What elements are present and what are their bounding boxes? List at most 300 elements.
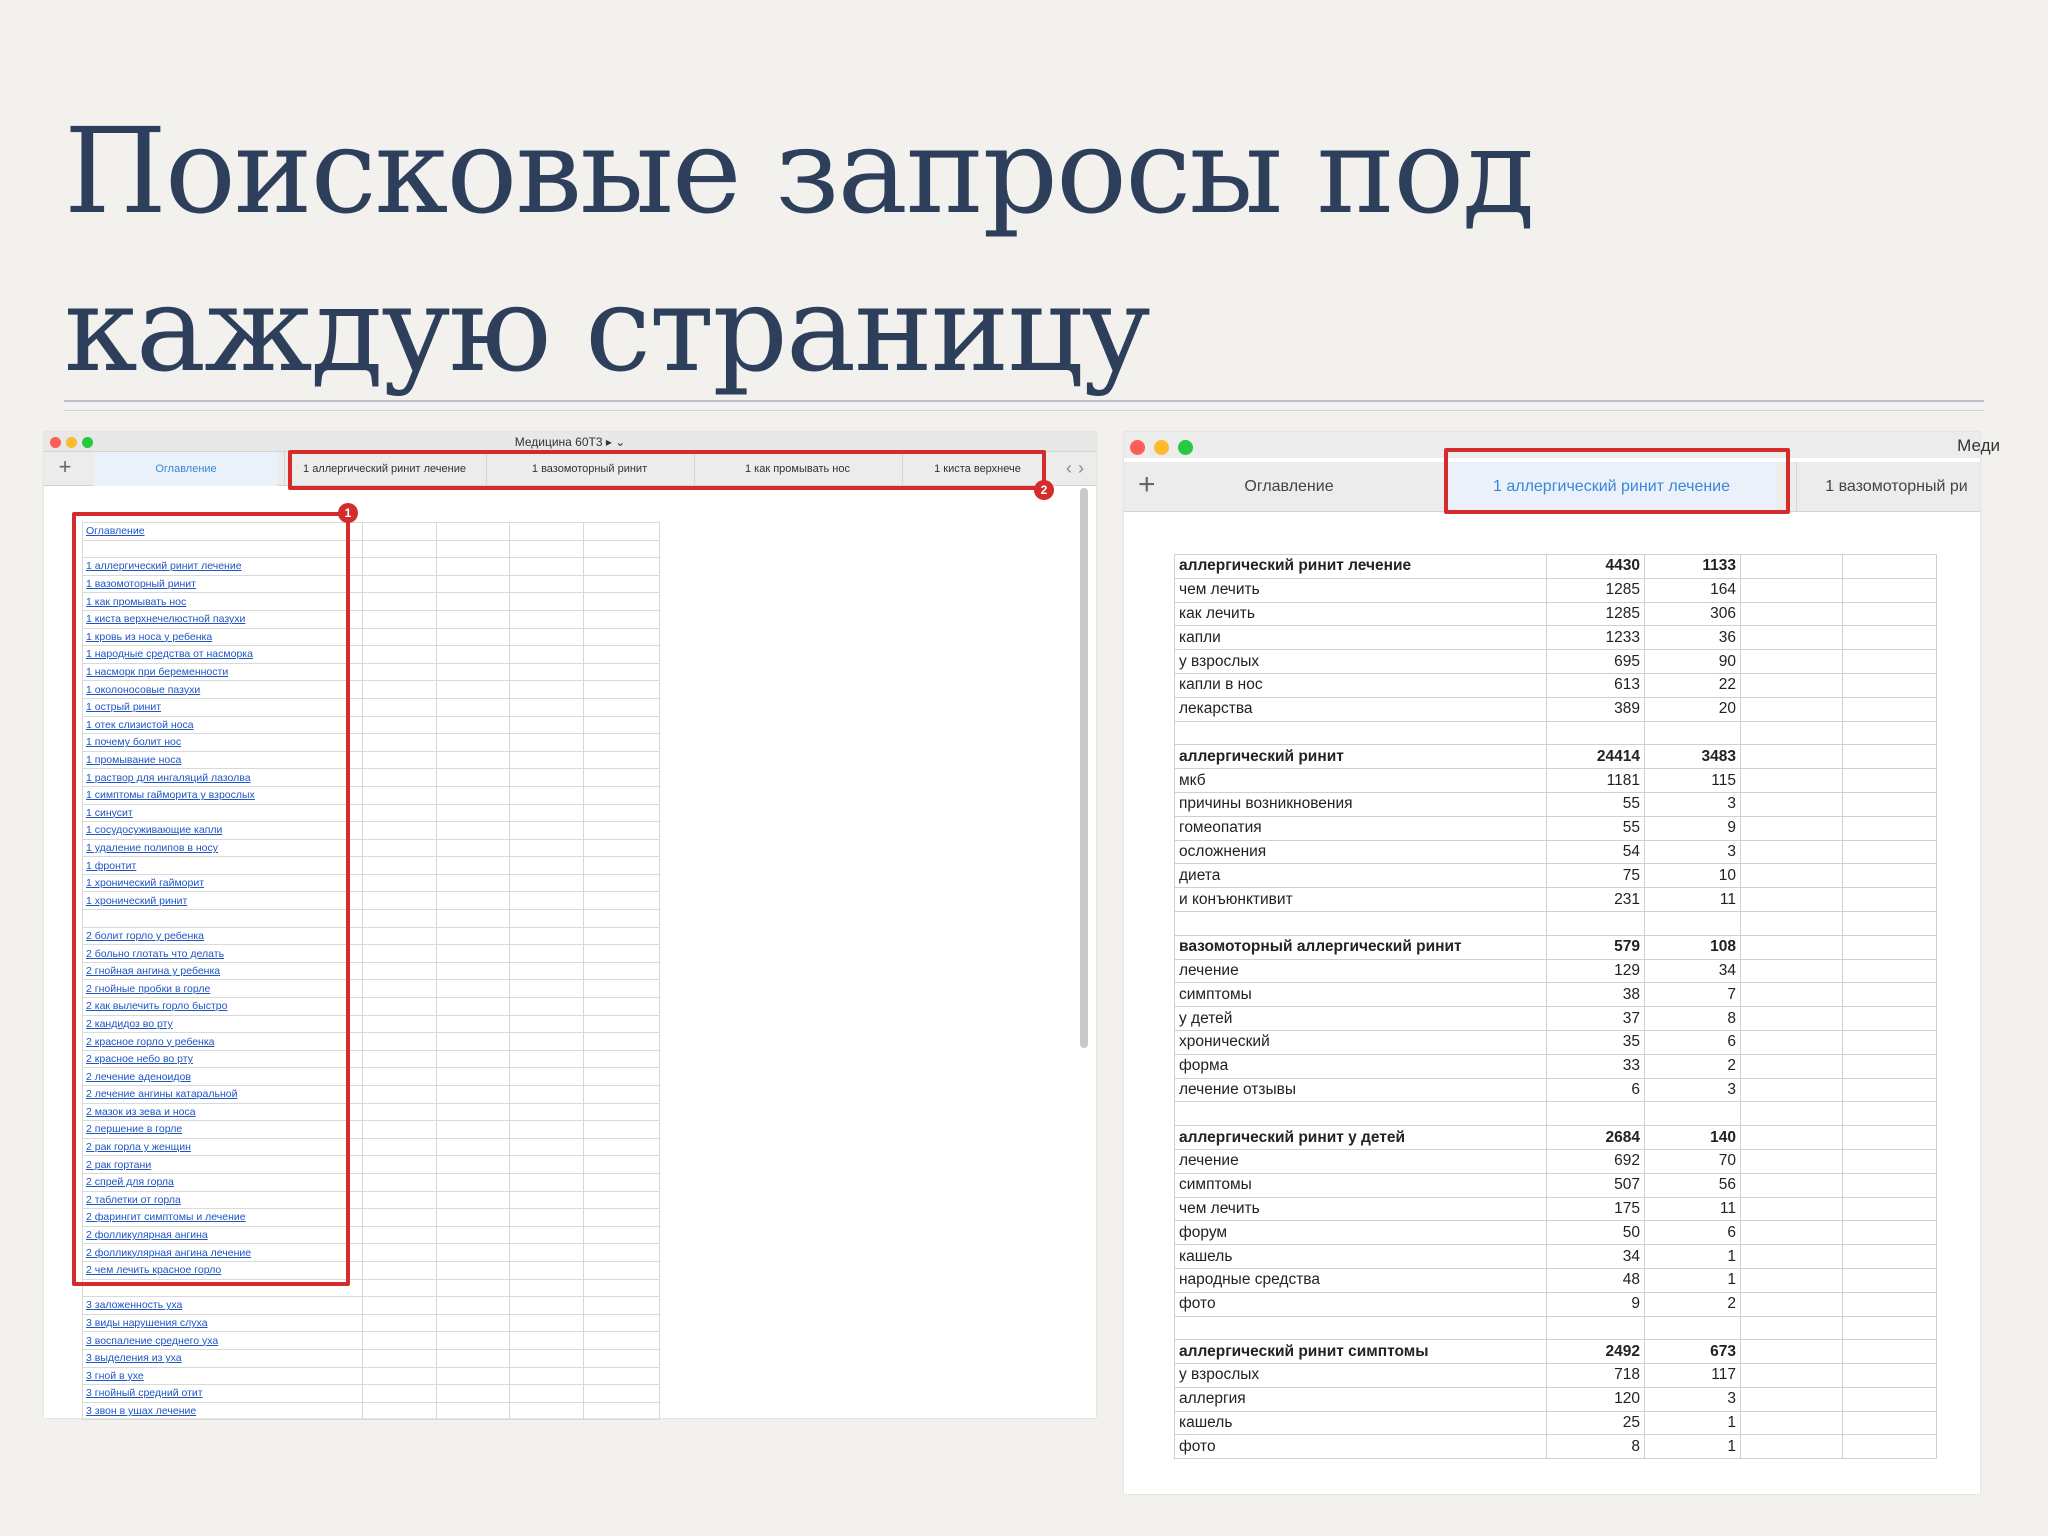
empty-cell[interactable]: [510, 998, 584, 1016]
empty-cell[interactable]: [362, 646, 436, 664]
frequency-cell[interactable]: 8: [1547, 1435, 1645, 1459]
sheet-link[interactable]: 1 аллергический ринит лечение: [83, 558, 363, 576]
empty-cell[interactable]: [510, 751, 584, 769]
exact-frequency-cell[interactable]: 1: [1645, 1245, 1741, 1269]
empty-cell[interactable]: [362, 962, 436, 980]
empty-cell[interactable]: [362, 1385, 436, 1403]
frequency-cell[interactable]: 175: [1547, 1197, 1645, 1221]
sheet-link[interactable]: 2 мазок из зева и носа: [83, 1103, 363, 1121]
empty-cell[interactable]: [436, 540, 510, 558]
sheet-link[interactable]: 1 насморк при беременности: [83, 663, 363, 681]
empty-cell[interactable]: [510, 927, 584, 945]
empty-cell[interactable]: [510, 1314, 584, 1332]
empty-cell[interactable]: [436, 575, 510, 593]
empty-cell[interactable]: [584, 1297, 660, 1315]
empty-cell[interactable]: [436, 1103, 510, 1121]
query-cell[interactable]: гомеопатия: [1175, 816, 1547, 840]
sheet-link[interactable]: 2 фолликулярная ангина лечение: [83, 1244, 363, 1262]
query-cell[interactable]: аллергический ринит лечение: [1175, 555, 1547, 579]
frequency-cell[interactable]: 2684: [1547, 1126, 1645, 1150]
query-cell[interactable]: форма: [1175, 1054, 1547, 1078]
empty-cell[interactable]: [1843, 1435, 1937, 1459]
empty-cell[interactable]: [584, 1050, 660, 1068]
frequency-cell[interactable]: 50: [1547, 1221, 1645, 1245]
empty-cell[interactable]: [1741, 1030, 1843, 1054]
exact-frequency-cell[interactable]: 9: [1645, 816, 1741, 840]
empty-cell[interactable]: [584, 1226, 660, 1244]
empty-cell[interactable]: [510, 874, 584, 892]
empty-cell[interactable]: [584, 1279, 660, 1297]
empty-cell[interactable]: [1741, 578, 1843, 602]
empty-cell[interactable]: [510, 786, 584, 804]
empty-cell[interactable]: [1741, 935, 1843, 959]
query-cell[interactable]: лекарства: [1175, 697, 1547, 721]
exact-frequency-cell[interactable]: 8: [1645, 1007, 1741, 1031]
empty-cell[interactable]: [362, 1402, 436, 1420]
query-cell[interactable]: вазомоторный аллергический ринит: [1175, 935, 1547, 959]
zoom-window-button[interactable]: [1178, 440, 1193, 455]
empty-cell[interactable]: [436, 593, 510, 611]
empty-cell[interactable]: [436, 822, 510, 840]
query-cell[interactable]: народные средства: [1175, 1268, 1547, 1292]
empty-cell[interactable]: [1843, 1078, 1937, 1102]
empty-cell[interactable]: [362, 698, 436, 716]
empty-cell[interactable]: [1843, 983, 1937, 1007]
query-cell[interactable]: чем лечить: [1175, 578, 1547, 602]
empty-cell[interactable]: [510, 1402, 584, 1420]
exact-frequency-cell[interactable]: [1645, 721, 1741, 745]
sheet-link[interactable]: 3 заложенность уха: [83, 1297, 363, 1315]
empty-cell[interactable]: [584, 892, 660, 910]
empty-cell[interactable]: [1843, 673, 1937, 697]
empty-cell[interactable]: [1741, 1126, 1843, 1150]
empty-cell[interactable]: [1741, 745, 1843, 769]
empty-cell[interactable]: [1741, 911, 1843, 935]
query-cell[interactable]: лечение: [1175, 1149, 1547, 1173]
frequency-cell[interactable]: 695: [1547, 650, 1645, 674]
empty-cell[interactable]: [1741, 840, 1843, 864]
empty-cell[interactable]: [510, 1173, 584, 1191]
empty-cell[interactable]: [510, 663, 584, 681]
empty-cell[interactable]: [436, 786, 510, 804]
empty-cell[interactable]: [436, 1015, 510, 1033]
empty-cell[interactable]: [1741, 792, 1843, 816]
empty-cell[interactable]: [1741, 602, 1843, 626]
empty-cell[interactable]: [1741, 697, 1843, 721]
empty-cell[interactable]: [510, 1367, 584, 1385]
empty-cell[interactable]: [1741, 888, 1843, 912]
query-cell[interactable]: симптомы: [1175, 983, 1547, 1007]
empty-cell[interactable]: [436, 1402, 510, 1420]
empty-cell[interactable]: [362, 558, 436, 576]
query-cell[interactable]: [1175, 1316, 1547, 1340]
query-cell[interactable]: у взрослых: [1175, 650, 1547, 674]
empty-cell[interactable]: [1843, 1292, 1937, 1316]
empty-cell[interactable]: [436, 769, 510, 787]
tab-vasomotor-rhinitis[interactable]: 1 вазомоторный ринит: [486, 452, 692, 486]
tab-nose-rinse[interactable]: 1 как промывать нос: [694, 452, 900, 486]
empty-cell[interactable]: [1741, 555, 1843, 579]
exact-frequency-cell[interactable]: 20: [1645, 697, 1741, 721]
frequency-cell[interactable]: 1181: [1547, 769, 1645, 793]
tab-maxillary-cyst[interactable]: 1 киста верхнече: [902, 452, 1052, 486]
empty-cell[interactable]: [510, 1103, 584, 1121]
exact-frequency-cell[interactable]: 306: [1645, 602, 1741, 626]
frequency-cell[interactable]: 25: [1547, 1411, 1645, 1435]
empty-cell[interactable]: [436, 1033, 510, 1051]
tab-contents[interactable]: Оглавление: [1244, 478, 1334, 495]
empty-cell[interactable]: [584, 1349, 660, 1367]
empty-cell[interactable]: [362, 628, 436, 646]
frequency-cell[interactable]: 231: [1547, 888, 1645, 912]
empty-cell[interactable]: [436, 962, 510, 980]
empty-cell[interactable]: [584, 698, 660, 716]
sheet-link[interactable]: 1 острый ринит: [83, 698, 363, 716]
sheet-link[interactable]: 1 кровь из носа у ребенка: [83, 628, 363, 646]
empty-cell[interactable]: [584, 1367, 660, 1385]
exact-frequency-cell[interactable]: 1133: [1645, 555, 1741, 579]
query-cell[interactable]: [1175, 911, 1547, 935]
empty-cell[interactable]: [584, 610, 660, 628]
sheet-link[interactable]: 2 болит горло у ребенка: [83, 927, 363, 945]
sheet-link[interactable]: 1 фронтит: [83, 857, 363, 875]
exact-frequency-cell[interactable]: 108: [1645, 935, 1741, 959]
empty-cell[interactable]: [1741, 673, 1843, 697]
empty-cell[interactable]: [1741, 1435, 1843, 1459]
sheet-link[interactable]: 2 красное горло у ребенка: [83, 1033, 363, 1051]
exact-frequency-cell[interactable]: 3: [1645, 792, 1741, 816]
exact-frequency-cell[interactable]: 164: [1645, 578, 1741, 602]
empty-cell[interactable]: [1843, 840, 1937, 864]
empty-cell[interactable]: [510, 1385, 584, 1403]
empty-cell[interactable]: [1843, 1197, 1937, 1221]
empty-cell[interactable]: [362, 1156, 436, 1174]
empty-cell[interactable]: [1741, 1364, 1843, 1388]
empty-cell[interactable]: [510, 698, 584, 716]
empty-cell[interactable]: [362, 575, 436, 593]
empty-cell[interactable]: [584, 1121, 660, 1139]
frequency-cell[interactable]: [1547, 1316, 1645, 1340]
sheet-link[interactable]: 2 чем лечить красное горло: [83, 1261, 363, 1279]
sheet-link[interactable]: 2 першение в горле: [83, 1121, 363, 1139]
exact-frequency-cell[interactable]: 11: [1645, 1197, 1741, 1221]
frequency-cell[interactable]: 38: [1547, 983, 1645, 1007]
sheet-link[interactable]: 2 красное небо во рту: [83, 1050, 363, 1068]
empty-cell[interactable]: [362, 1068, 436, 1086]
query-cell[interactable]: диета: [1175, 864, 1547, 888]
empty-cell[interactable]: [510, 1244, 584, 1262]
empty-cell[interactable]: [362, 1121, 436, 1139]
empty-cell[interactable]: [362, 1349, 436, 1367]
empty-cell[interactable]: [436, 804, 510, 822]
sheet-link[interactable]: 2 как вылечить горло быстро: [83, 998, 363, 1016]
sheet-link[interactable]: 3 звон в ушах лечение: [83, 1402, 363, 1420]
empty-cell[interactable]: [584, 1209, 660, 1227]
query-cell[interactable]: [1175, 1102, 1547, 1126]
tab-scroll-arrows-icon[interactable]: ‹›: [1066, 458, 1090, 478]
query-cell[interactable]: причины возникновения: [1175, 792, 1547, 816]
minimize-window-button[interactable]: [1154, 440, 1169, 455]
empty-cell[interactable]: [510, 1191, 584, 1209]
empty-cell[interactable]: [1843, 602, 1937, 626]
sheet-link[interactable]: 2 таблетки от горла: [83, 1191, 363, 1209]
sheet-link[interactable]: 1 народные средства от насморка: [83, 646, 363, 664]
exact-frequency-cell[interactable]: 3: [1645, 1387, 1741, 1411]
exact-frequency-cell[interactable]: 11: [1645, 888, 1741, 912]
frequency-cell[interactable]: 1285: [1547, 602, 1645, 626]
frequency-cell[interactable]: 6: [1547, 1078, 1645, 1102]
empty-cell[interactable]: [362, 734, 436, 752]
frequency-cell[interactable]: 55: [1547, 792, 1645, 816]
empty-cell[interactable]: [362, 681, 436, 699]
empty-cell[interactable]: [436, 1279, 510, 1297]
empty-cell[interactable]: [1741, 1149, 1843, 1173]
sheet-link[interactable]: 1 сосудосуживающие капли: [83, 822, 363, 840]
empty-cell[interactable]: [362, 1086, 436, 1104]
empty-cell[interactable]: [584, 1173, 660, 1191]
empty-cell[interactable]: [1741, 1245, 1843, 1269]
empty-cell[interactable]: [1843, 721, 1937, 745]
empty-cell[interactable]: [436, 1314, 510, 1332]
empty-cell[interactable]: [436, 1138, 510, 1156]
empty-cell[interactable]: [362, 1367, 436, 1385]
empty-cell[interactable]: [362, 1297, 436, 1315]
empty-cell[interactable]: [510, 1068, 584, 1086]
empty-cell[interactable]: [1843, 816, 1937, 840]
exact-frequency-cell[interactable]: 117: [1645, 1364, 1741, 1388]
empty-cell[interactable]: [1843, 697, 1937, 721]
empty-cell[interactable]: [510, 892, 584, 910]
empty-cell[interactable]: [584, 646, 660, 664]
empty-cell[interactable]: [362, 1261, 436, 1279]
empty-cell[interactable]: [362, 980, 436, 998]
empty-cell[interactable]: [510, 1033, 584, 1051]
empty-cell[interactable]: [1741, 721, 1843, 745]
empty-cell[interactable]: [362, 786, 436, 804]
empty-cell[interactable]: [510, 1156, 584, 1174]
empty-cell[interactable]: [510, 734, 584, 752]
empty-cell[interactable]: [362, 839, 436, 857]
empty-cell[interactable]: [436, 716, 510, 734]
empty-cell[interactable]: [1741, 816, 1843, 840]
sheet-link[interactable]: 3 виды нарушения слуха: [83, 1314, 363, 1332]
empty-cell[interactable]: [510, 575, 584, 593]
empty-cell[interactable]: [362, 1244, 436, 1262]
empty-cell[interactable]: [1843, 1268, 1937, 1292]
empty-cell[interactable]: [584, 575, 660, 593]
sheet-link[interactable]: 1 промывание носа: [83, 751, 363, 769]
empty-cell[interactable]: [1741, 1078, 1843, 1102]
empty-cell[interactable]: [362, 857, 436, 875]
empty-cell[interactable]: [436, 1086, 510, 1104]
empty-cell[interactable]: [510, 1297, 584, 1315]
empty-cell[interactable]: [362, 874, 436, 892]
query-cell[interactable]: аллергический ринит у детей: [1175, 1126, 1547, 1150]
empty-cell[interactable]: [1843, 792, 1937, 816]
query-cell[interactable]: как лечить: [1175, 602, 1547, 626]
empty-cell[interactable]: [362, 927, 436, 945]
empty-cell[interactable]: [510, 1226, 584, 1244]
empty-cell[interactable]: [584, 1033, 660, 1051]
empty-cell[interactable]: [362, 593, 436, 611]
sheet-link[interactable]: 3 гной в ухе: [83, 1367, 363, 1385]
query-cell[interactable]: и конъюнктивит: [1175, 888, 1547, 912]
empty-cell[interactable]: [436, 998, 510, 1016]
empty-cell[interactable]: [510, 980, 584, 998]
empty-cell[interactable]: [1843, 1245, 1937, 1269]
tab-allergic-rhinitis-treatment[interactable]: 1 аллергический ринит лечение: [284, 452, 484, 486]
frequency-cell[interactable]: 613: [1547, 673, 1645, 697]
empty-cell[interactable]: [584, 874, 660, 892]
empty-cell[interactable]: [362, 1332, 436, 1350]
empty-cell[interactable]: [584, 839, 660, 857]
sheet-link[interactable]: 2 рак гортани: [83, 1156, 363, 1174]
sheet-link[interactable]: 2 гнойная ангина у ребенка: [83, 962, 363, 980]
empty-cell[interactable]: [1843, 1030, 1937, 1054]
sheet-link[interactable]: 1 как промывать нос: [83, 593, 363, 611]
empty-cell[interactable]: [510, 1138, 584, 1156]
empty-cell[interactable]: [584, 1385, 660, 1403]
empty-cell[interactable]: [1843, 1364, 1937, 1388]
empty-cell[interactable]: [584, 1244, 660, 1262]
query-cell[interactable]: форум: [1175, 1221, 1547, 1245]
empty-cell[interactable]: [584, 822, 660, 840]
empty-cell[interactable]: [436, 698, 510, 716]
empty-cell[interactable]: [510, 558, 584, 576]
empty-cell[interactable]: [436, 1367, 510, 1385]
empty-cell[interactable]: [436, 751, 510, 769]
sheet-link[interactable]: 1 околоносовые пазухи: [83, 681, 363, 699]
empty-cell[interactable]: [510, 1015, 584, 1033]
frequency-cell[interactable]: 579: [1547, 935, 1645, 959]
empty-cell[interactable]: [362, 540, 436, 558]
empty-cell[interactable]: [584, 751, 660, 769]
frequency-cell[interactable]: [1547, 911, 1645, 935]
frequency-cell[interactable]: 75: [1547, 864, 1645, 888]
empty-cell[interactable]: [1741, 1292, 1843, 1316]
empty-cell[interactable]: [436, 628, 510, 646]
frequency-cell[interactable]: 2492: [1547, 1340, 1645, 1364]
empty-cell[interactable]: [1741, 1268, 1843, 1292]
empty-cell[interactable]: [362, 769, 436, 787]
sheet-link[interactable]: Оглавление: [83, 523, 363, 541]
exact-frequency-cell[interactable]: 1: [1645, 1268, 1741, 1292]
empty-cell[interactable]: [1741, 1102, 1843, 1126]
sheet-link[interactable]: 3 воспаление среднего уха: [83, 1332, 363, 1350]
exact-frequency-cell[interactable]: [1645, 1102, 1741, 1126]
query-cell[interactable]: чем лечить: [1175, 1197, 1547, 1221]
exact-frequency-cell[interactable]: 1: [1645, 1435, 1741, 1459]
query-cell[interactable]: лечение отзывы: [1175, 1078, 1547, 1102]
sheet-link[interactable]: 1 вазомоторный ринит: [83, 575, 363, 593]
empty-cell[interactable]: [584, 980, 660, 998]
frequency-cell[interactable]: 1233: [1547, 626, 1645, 650]
frequency-cell[interactable]: 33: [1547, 1054, 1645, 1078]
empty-cell[interactable]: [1843, 650, 1937, 674]
sheet-link[interactable]: 3 выделения из уха: [83, 1349, 363, 1367]
empty-cell[interactable]: [362, 804, 436, 822]
empty-cell[interactable]: [584, 857, 660, 875]
empty-cell[interactable]: [1741, 1316, 1843, 1340]
empty-cell[interactable]: [1741, 769, 1843, 793]
sheet-link[interactable]: 1 киста верхнечелюстной пазухи: [83, 610, 363, 628]
exact-frequency-cell[interactable]: 3: [1645, 1078, 1741, 1102]
empty-cell[interactable]: [362, 910, 436, 928]
sheet-link[interactable]: 1 синусит: [83, 804, 363, 822]
query-cell[interactable]: кашель: [1175, 1411, 1547, 1435]
empty-cell[interactable]: [362, 822, 436, 840]
empty-cell[interactable]: [436, 945, 510, 963]
empty-cell[interactable]: [436, 910, 510, 928]
sheet-link[interactable]: 2 рак горла у женщин: [83, 1138, 363, 1156]
empty-cell[interactable]: [1843, 1126, 1937, 1150]
exact-frequency-cell[interactable]: 10: [1645, 864, 1741, 888]
empty-cell[interactable]: [362, 663, 436, 681]
empty-cell[interactable]: [362, 945, 436, 963]
empty-cell[interactable]: [510, 1279, 584, 1297]
empty-cell[interactable]: [510, 681, 584, 699]
frequency-cell[interactable]: 34: [1547, 1245, 1645, 1269]
empty-cell[interactable]: [584, 1314, 660, 1332]
empty-cell[interactable]: [436, 1209, 510, 1227]
query-cell[interactable]: фото: [1175, 1435, 1547, 1459]
empty-cell[interactable]: [436, 610, 510, 628]
empty-cell[interactable]: [510, 962, 584, 980]
empty-cell[interactable]: [362, 1209, 436, 1227]
empty-cell[interactable]: [436, 663, 510, 681]
sheet-link[interactable]: 2 лечение аденоидов: [83, 1068, 363, 1086]
empty-cell[interactable]: [510, 593, 584, 611]
empty-cell[interactable]: [1843, 1316, 1937, 1340]
exact-frequency-cell[interactable]: 90: [1645, 650, 1741, 674]
query-cell[interactable]: аллергический ринит симптомы: [1175, 1340, 1547, 1364]
empty-cell[interactable]: [436, 839, 510, 857]
frequency-cell[interactable]: 55: [1547, 816, 1645, 840]
empty-cell[interactable]: [510, 857, 584, 875]
frequency-cell[interactable]: 389: [1547, 697, 1645, 721]
empty-cell[interactable]: [436, 892, 510, 910]
empty-cell[interactable]: [1741, 1173, 1843, 1197]
empty-cell[interactable]: [436, 681, 510, 699]
empty-cell[interactable]: [436, 857, 510, 875]
empty-cell[interactable]: [510, 716, 584, 734]
empty-cell[interactable]: [1741, 1387, 1843, 1411]
empty-cell[interactable]: [584, 1103, 660, 1121]
exact-frequency-cell[interactable]: [1645, 911, 1741, 935]
empty-cell[interactable]: [436, 1244, 510, 1262]
frequency-cell[interactable]: [1547, 721, 1645, 745]
frequency-cell[interactable]: 4430: [1547, 555, 1645, 579]
exact-frequency-cell[interactable]: 115: [1645, 769, 1741, 793]
frequency-cell[interactable]: 37: [1547, 1007, 1645, 1031]
empty-cell[interactable]: [584, 804, 660, 822]
tab-vasomotor-rhinitis[interactable]: 1 вазомоторный ри: [1796, 462, 1996, 512]
empty-cell[interactable]: [362, 751, 436, 769]
empty-cell[interactable]: [1843, 745, 1937, 769]
empty-cell[interactable]: [1843, 1149, 1937, 1173]
frequency-cell[interactable]: [1547, 1102, 1645, 1126]
exact-frequency-cell[interactable]: 7: [1645, 983, 1741, 1007]
exact-frequency-cell[interactable]: 2: [1645, 1054, 1741, 1078]
empty-cell[interactable]: [362, 523, 436, 541]
empty-cell[interactable]: [584, 786, 660, 804]
empty-cell[interactable]: [362, 1226, 436, 1244]
add-sheet-icon[interactable]: +: [1138, 468, 1156, 501]
query-cell[interactable]: [1175, 721, 1547, 745]
empty-cell[interactable]: [584, 1015, 660, 1033]
empty-cell[interactable]: [584, 945, 660, 963]
empty-cell[interactable]: [584, 1191, 660, 1209]
